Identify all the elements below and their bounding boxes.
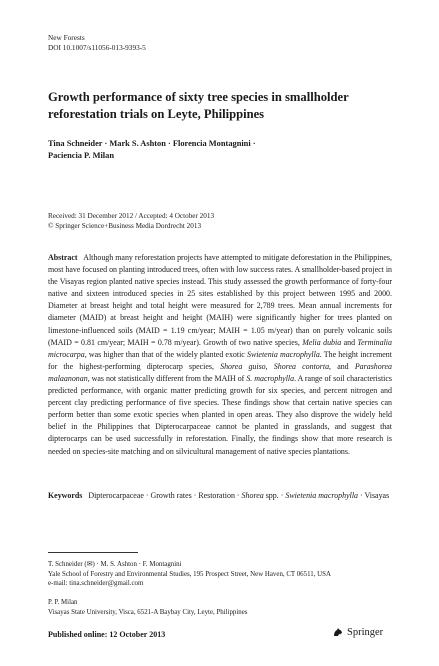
abstract-text: . The height increment for the highest-performing dipterocarp species, xyxy=(48,349,392,371)
article-dates xyxy=(48,211,214,231)
affiliation-address: Yale School of Forestry and Environmental Studies, 195 Prospect Street, New Haven, CT 06511, USA xyxy=(48,570,331,578)
keywords-text: · Visayas xyxy=(358,491,390,500)
abstract-text: . A range of soil characteristics predicted performance, with organic matter predicting growth for six species, and percent nitrogen and percent clay predicting performance of five species. These findings show that certain native species can perform better than some exotic species when planted in open areas. They also disprove the widely held belief in the Philippines that Dipterocarpaceae cannot be planted in grasslands, and suggest that dipterocarps can be used successfully in reforestation. Finally, the findings show that more research is needed on species-site matching and on silvicultural management of native species plantations. xyxy=(48,373,392,456)
affiliation-address: Visayas State University, Visca, 6521-A Baybay City, Leyte, Philippines xyxy=(48,608,248,616)
received-accepted: Received: 31 December 2012 / Accepted: 4 October 2013 xyxy=(48,212,215,220)
keywords-label: Keywords xyxy=(48,491,83,500)
species-name: Melia dubia xyxy=(302,337,342,347)
species-name: Shorea guiso, Shorea contorta xyxy=(220,361,330,371)
species-name: Swietenia macrophylla xyxy=(246,349,320,359)
copyright: © Springer Science+Business Media Dordrecht 2013 xyxy=(48,222,202,230)
affiliation-block-1 xyxy=(48,560,398,589)
abstract-text: , was higher than that of the widely planted exotic xyxy=(84,349,247,359)
springer-horse-icon xyxy=(332,626,344,638)
keywords-text: spp. · xyxy=(263,491,286,500)
publisher-logo xyxy=(332,626,383,638)
keywords xyxy=(48,490,392,502)
abstract xyxy=(48,252,392,458)
abstract-text: Although many reforestation projects have attempted to mitigate deforestation in the Philippines, most have focused on planting introduced trees, often with low success rates. A smallholder-based project in the Visayas region planted native species instead. This study assessed the growth performance of forty-four native and sixteen introduced species in 25 sites established by this project between 1995 and 2000. Diameter at breast height and total height were measured for 2,789 trees. Mean annual increments for diameter (MAID) at breast height and height (MAIH) were significantly higher for trees planted on limestone-influenced soils (MAID = 1.19 cm/year; MAIH = 1.05 m/year) than on purely volcanic soils (MAID = 0.81 cm/year; MAIH = 0.78 m/year). Growth of two native species, xyxy=(48,253,392,347)
authors-line-2: Paciencia P. Milan xyxy=(48,151,114,160)
journal-name: New Forests xyxy=(48,33,85,42)
abstract-text: , and xyxy=(329,361,355,371)
author-list xyxy=(48,138,378,162)
abstract-label: Abstract xyxy=(48,253,78,262)
authors-line-1: Tina Schneider · Mark S. Ashton · Florencia Montagnini · xyxy=(48,139,256,148)
keywords-text: Dipterocarpaceae · Growth rates · Restoration · xyxy=(88,491,242,500)
keyword-italic: Shorea xyxy=(241,491,264,500)
abstract-text: , was not statistically different from the MAIH of xyxy=(87,373,247,383)
affiliation-names: P. P. Milan xyxy=(48,599,78,606)
publisher-name: Springer xyxy=(347,626,384,638)
species-name: Terminalia microcarpa xyxy=(48,337,392,359)
affiliation-email: e-mail: tina.schneider@gmail.com xyxy=(48,580,144,588)
published-online: Published online: 12 October 2013 xyxy=(48,630,166,639)
affiliation-block-2 xyxy=(48,598,398,617)
article-title: Growth performance of sixty tree species in smallholder reforestation trials on Leyte, Philippines xyxy=(48,90,349,121)
species-name: Parashorea malaanonan xyxy=(48,361,393,383)
affiliation-names: T. Schneider (✉) · M. S. Ashton · F. Montagnini xyxy=(48,561,182,568)
doi: DOI 10.1007/s11056-013-9393-5 xyxy=(48,43,146,52)
journal-header xyxy=(48,33,146,53)
footnote-divider xyxy=(48,552,138,553)
species-name: S. macrophylla xyxy=(246,373,295,383)
abstract-text: and xyxy=(341,337,358,347)
keyword-italic: Swietenia macrophylla xyxy=(285,491,359,500)
